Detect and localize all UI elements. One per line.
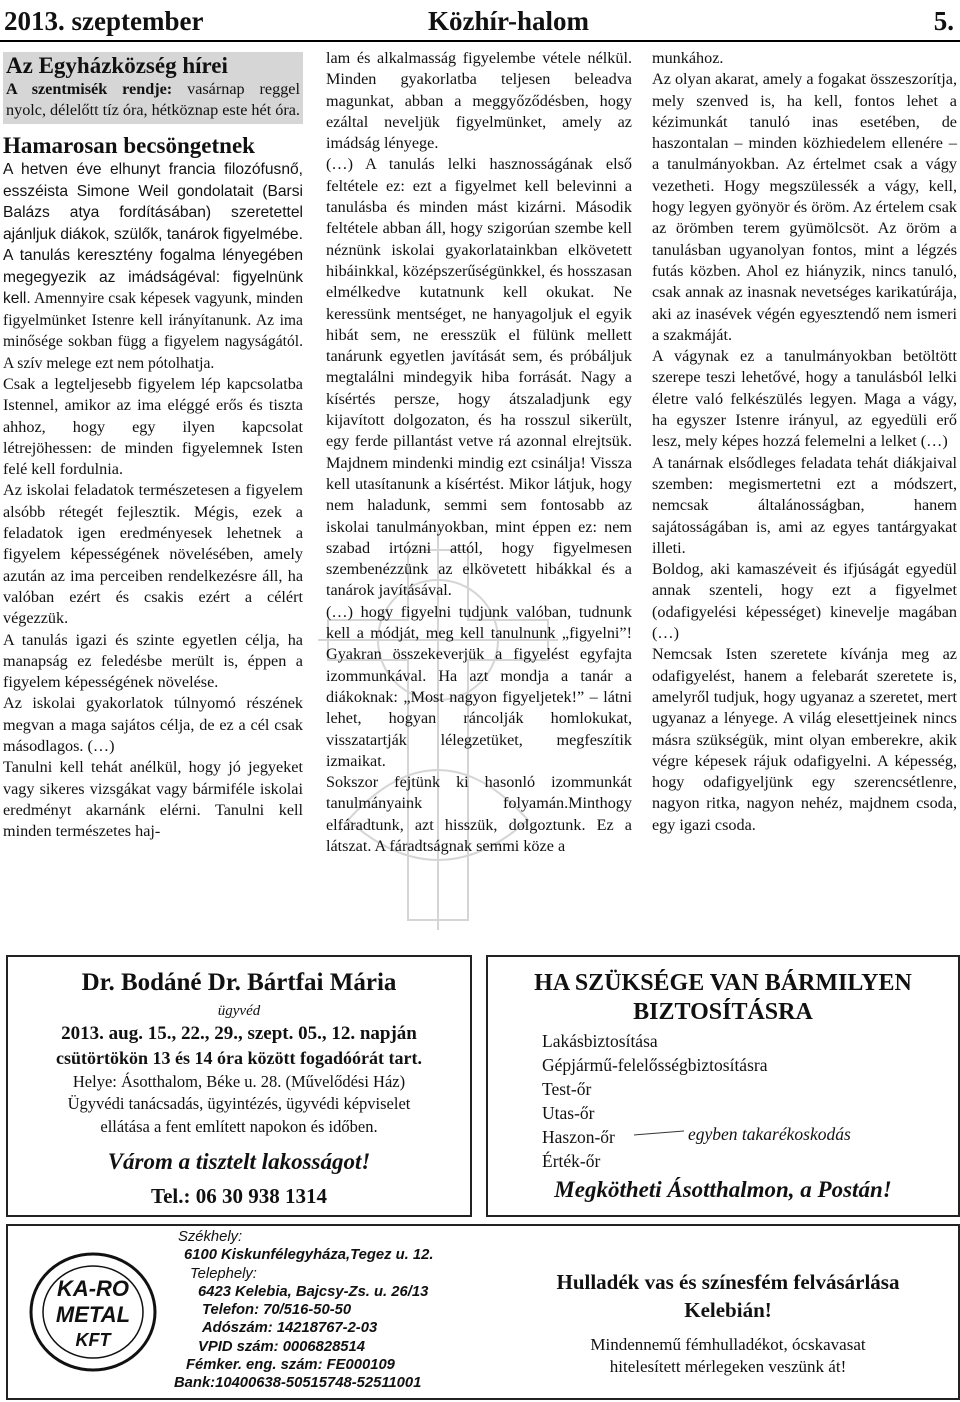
metal-ad-text-line-1: Mindennemű fémhulladékot, ócskavasat <box>590 1335 866 1354</box>
karo-metal-logo <box>28 1250 158 1374</box>
col3-para-3: A vágynak ez a tanulmányokban betöltött szerepe teszi lehetővé, hogy a tanulásból lelki életre való felkészülés legyen. Maga a vágy, ha egyszer Istenre irányul, az egyedüli erő lesz, mely képes hozzá felemelni a lelket (…) <box>652 347 957 451</box>
seat-label: Székhely: <box>178 1229 243 1245</box>
para-6a: Tanulni kell tehát anélkül, hogy jó jegyeket vagy sikeres vizsgákat vagy bármiféle iskolai eredményt akarnánk elérni. <box>3 758 303 819</box>
insurance-list <box>542 1029 767 1173</box>
para-6b: Tanulni kell minden természetes haj- <box>3 800 304 841</box>
page-number: 5. <box>933 6 954 36</box>
article-title: Hamarosan becsöngetnek <box>3 133 255 158</box>
mass-schedule-text: vasárnap reggel nyolc, délelőtt tíz óra, hétköznap este hét óra. <box>6 80 300 119</box>
seat-address: 6100 Kiskunfélegyháza,Tegez u. 12. <box>184 1247 434 1264</box>
metal-ad-title-line-2: Kelebián! <box>684 1298 772 1322</box>
insurance-item: Gépjármű-felelősségbiztosításra <box>542 1055 768 1075</box>
insurance-item: Lakásbiztosítása <box>542 1031 658 1051</box>
insurance-item: Haszon-őr <box>542 1127 615 1147</box>
lawyer-place: Helye: Ásotthalom, Béke u. 28. (Művelődési Ház) <box>72 1072 406 1091</box>
insurance-footer: Megkötheti Ásotthalmon, a Postán! <box>554 1177 892 1202</box>
site-address: 6423 Kelebia, Bajcsy-Zs. u. 26/13 <box>198 1283 429 1300</box>
lawyer-role: ügyvéd <box>217 1003 261 1019</box>
bank-account: Bank:10400638-50515748-52511001 <box>174 1375 422 1392</box>
connector-line-icon <box>634 1129 684 1137</box>
license-number: Fémker. eng. szám: FE000109 <box>186 1357 395 1374</box>
col3-para-4: A tanárnak elsődleges feladata tehát diákjaival szemben: megismertetni ezt a módszert, nemcsak általánosságban, hanem sajátosságában is, ami az egyes tantárgyakat illeti. <box>652 453 957 557</box>
phone: Telefon: 70/516-50-50 <box>202 1302 352 1319</box>
lawyer-phone: Tel.: 06 30 938 1314 <box>151 1184 327 1208</box>
lawyer-name: Dr. Bodáné Dr. Bártfai Mária <box>81 969 397 996</box>
insurance-note: egyben takarékoskodás <box>688 1124 851 1144</box>
lawyer-services-1: Ügyvédi tanácsadás, ügyintézés, ügyvédi képviselet <box>67 1094 411 1113</box>
article-para-4: A tanulás igazi és szinte egyetlen célja, ha manapság ez feledésbe merült is, éppen a figyelem képességének növelése. <box>3 630 303 692</box>
logo-line-3: KFT <box>75 1330 111 1350</box>
lawyer-dates: 2013. aug. 15., 22., 29., szept. 05., 12. napján <box>61 1023 417 1044</box>
column-1 <box>3 52 303 843</box>
para-1a: A tanulás keresztény fogalma lényegében megegyezik az imádságéval: figyelnünk kell. <box>3 247 303 307</box>
metal-ad-title-line-1: Hulladék vas és színesfém felvásárlása <box>556 1270 900 1294</box>
col2-para-3: (…) hogy figyelni tudjunk valóban, tudnunk kell a módját, meg kell tanulnunk „figyelni”! Gyakran összekeverjük a figyelést egyfajta izommunkával. Ha azt mondja a tanár a diákoknak: „Most nagyon figyeljetek!” – látni lehet, hogyan ráncolják homlokukat, visszatartják lélegzetüket, megfeszítik izmaikat. <box>326 602 632 770</box>
header-rule <box>0 40 960 42</box>
insurance-item: Érték-őr <box>542 1151 601 1171</box>
tax-number: Adószám: 14218767-2-03 <box>202 1320 378 1337</box>
col2-para-4: Sokszor fejtünk ki hasonló izommunkát tanulmányaink folyamán.Minthogy elfáradtunk, azt hisszük, dolgoztunk. Ez a látszat. A fáradtságnak semmi köze a <box>326 773 632 855</box>
insurance-title <box>488 969 958 1027</box>
metal-ad-text-line-2: hitelesített mérlegeken veszünk át! <box>609 1357 847 1376</box>
company-info <box>158 1228 488 1393</box>
article-para-6 <box>3 757 303 842</box>
mass-schedule <box>6 79 300 121</box>
col3-para-1: munkához. <box>652 49 724 67</box>
lawyer-hours: csütörtökön 13 és 14 óra között fogadóórát tart. <box>56 1048 422 1068</box>
insurance-item: Utas-őr <box>542 1103 595 1123</box>
metal-ad-title <box>498 1268 958 1324</box>
para-1b: Amennyire csak képesek vagyunk, minden figyelmünket Istenre kell irányítanunk. <box>3 290 303 329</box>
vpid-number: VPID szám: 0006828514 <box>198 1338 365 1355</box>
col3-para-5: Boldog, aki kamaszéveit és ifjúságát egyedül annak szenteli, hogy ezt a figyelmet (odafigyelési képességet) kinevelje magában (…) <box>652 560 957 643</box>
insurance-item: Test-őr <box>542 1079 592 1099</box>
col2-para-1: lam és alkalmasság figyelembe vétele nélkül. Minden gyakorlatba teljesen beleadva magunkat, abban a meggyőződésben, hogy ezáltal neveljük figyelmünket, amely az imádság lényege. <box>326 49 632 153</box>
para-1c: Az ima minősége sokban függ a figyelem nagyságától. A szív melege ezt nem pótolhatja. <box>3 311 303 372</box>
site-label: Telephely: <box>190 1265 257 1282</box>
col3-para-2: Az olyan akarat, amely a fogakat összeszorítja, mely szenved is, ha kell, fontos lehet a kézimunkát tanuló inas esetében, de haszontalan – minden közhiedelem ellenére – a tanulmányokban. Az értelmet csak a vágy vezetheti. Hogy megszülessék a vágy, kell, hogy legyen gyönyör és öröm. Az értelem csak az örömben terem gyümölcsöt. Az öröm a tanulásban ugyanolyan fontos, mint a légzés futás közben. Ahol ez hiányzik, nincs tanuló, csak annak az inasnak nevetséges karikatúrája, aki az inasévek végén egyesztendő nem ismeri a szakmáját. <box>652 70 957 344</box>
article-para-2: Csak a legteljesebb figyelem lép kapcsolatba Istennel, amikor az ima eléggé erős és tiszta ahhoz, hogy egy ilyen kapcsolat létrejöhessen: de minden figyelemnek Isten felé kell fordulnia. <box>3 375 303 479</box>
lawyer-services-2: ellátása a fent említett napokon és időben. <box>100 1117 378 1136</box>
metal-ad-text <box>498 1334 958 1378</box>
publication-name: Közhír-halom <box>428 6 589 36</box>
parish-news-box <box>3 52 303 124</box>
lawyer-slogan: Várom a tisztelt lakosságot! <box>107 1149 371 1174</box>
scrap-metal-ad <box>6 1224 960 1400</box>
article-para-3: Az iskolai feladatok természetesen a figyelem alsóbb rétegét fejlesztik. Mégis, ezek a feladatok igen eredményesek lehetnek a figyelem képességének növelésében, amely azután az ima perceiben rendelkezésre áll, ha valóban ezért és csakis ezért a célért végezzük. <box>3 481 303 628</box>
insurance-ad <box>486 955 960 1217</box>
column-3 <box>652 48 957 836</box>
article-para-5: Az iskolai gyakorlatok túlnyomó részének megvan a maga sajátos célja, de ez a cél csak másodlagos. (…) <box>3 694 303 756</box>
article-intro: A hetven éve elhunyt francia filozófusnő, esszéista Simone Weil gondolatait (Barsi Balázs atya fordításában) szeretettel ajánljuk diákok, szülők, tanárok figyelmébe. <box>3 161 303 243</box>
col2-para-2: (…) A tanulás lelki hasznosságának első feltétele ez: ezt a figyelmet kell belevinni a tanulásba és minden mást kizárni. Második feltétele abban áll, hogy szigorúan szembe kell néznünk iskolai gyakorlatainkban elkövetett hibáinkkal, középszerűségünkkel, és hosszasan elmélkedve kutatnunk kell okukat. Ne keressünk mentséget, ne hanyagoljuk el egyik hibát sem, ne eresszük el fülünk mellett tanárunk egyetlen javítását sem, és próbáljuk megtalálni mindegyik hiba forrását. Nagy a kísértés persze, hogy átszaladjunk egy kijavított dolgozaton, és ha rosszul sikerült, egy ferde pillantást vetve rá azonnal elrejtsük. Majdnem mindenki mindig ezt csinálja! Vissza kell utasítanunk a kísértést. Mikor látjuk, hogy nem haladunk, semmi sem fontosabb az iskolai tanulmányokban, mint éppen ez: nem szabad irtózni attól, hogy figyelmesen szembenézzünk az elkövetett hibákkal és a tanárok javításával. <box>326 155 632 600</box>
mass-schedule-label: A szentmisék rendje: <box>6 80 173 98</box>
column-2 <box>326 48 632 857</box>
article-para-1 <box>3 245 303 374</box>
issue-date: 2013. szeptember <box>4 6 204 36</box>
parish-news-title: Az Egyházközség hírei <box>6 53 228 78</box>
logo-line-2: METAL <box>55 1302 131 1327</box>
logo-line-1: KA-RO <box>56 1276 130 1301</box>
page-header <box>0 0 960 44</box>
insurance-title-line-2: BIZTOSÍTÁSRA <box>633 999 813 1025</box>
col3-para-6: Nemcsak Isten szeretete kívánja meg az odafigyelést, hanem a felebarát szeretete is, amelyről tudjuk, hogy ugyanaz a szeretet, mert ugyanaz a lényege. A világ elesettjeinek nincs másra szükségük, mint olyan emberekre, akik végre képesek rájuk odafigyelni. A képesség, hogy odafigyeljünk egy szerencsétlenre, nagyon ritka, nagyon nehéz, majdnem csoda, egy igazi csoda. <box>652 645 957 834</box>
lawyer-ad <box>6 955 472 1217</box>
insurance-title-line-1: HA SZÜKSÉGE VAN BÁRMILYEN <box>534 970 912 996</box>
